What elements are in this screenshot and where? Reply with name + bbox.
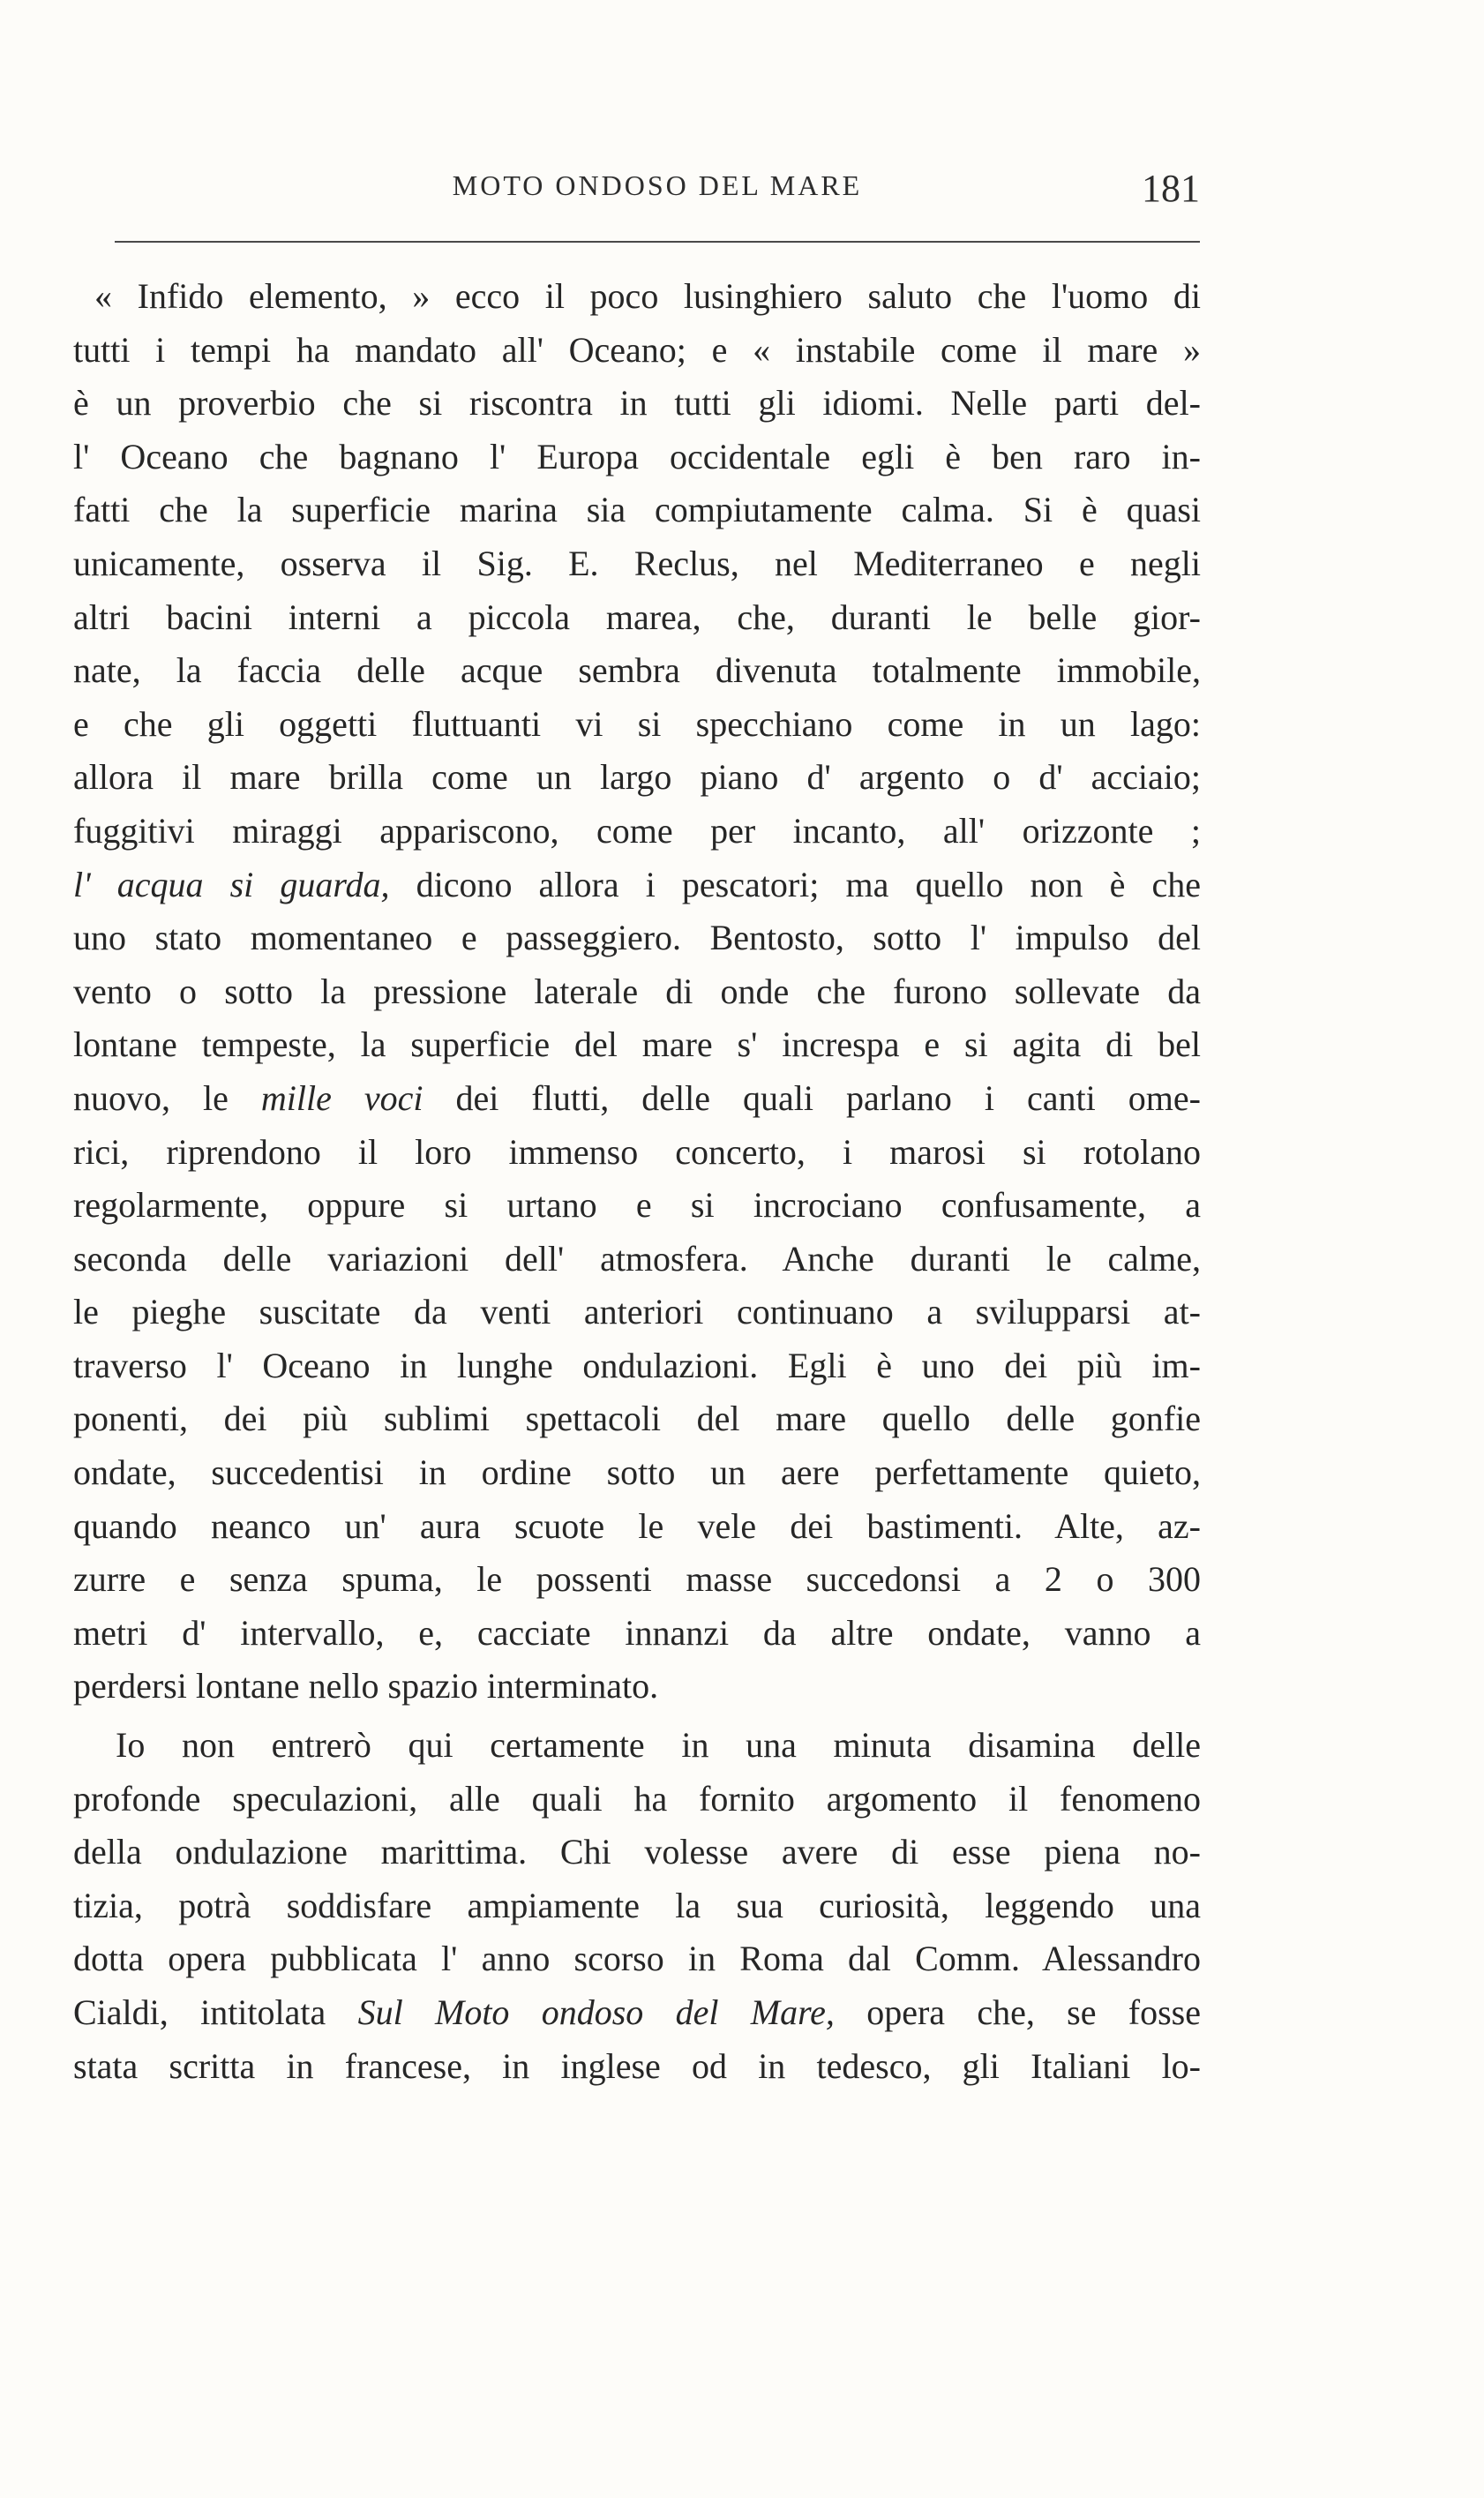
text-line: lontane tempeste, la superficie del mare s' increspa e si agita di bel — [73, 1024, 1201, 1065]
text-line: rici, riprendono il loro immenso concerto, i marosi si rotolano — [73, 1131, 1201, 1172]
text-line: è un proverbio che si riscontra in tutti gli idiomi. Nelle parti del- — [73, 383, 1201, 424]
text-line: dotta opera pubblicata l' anno scorso in Roma dal Comm. Alessandro — [73, 1939, 1201, 1979]
text-line: della ondulazione marittima. Chi volesse avere di esse piena no- — [73, 1832, 1201, 1872]
text-span: nuovo, le — [73, 1077, 261, 1118]
paragraph — [73, 1719, 1201, 2093]
body-text — [73, 270, 1201, 2093]
text-line: e che gli oggetti fluttuanti vi si specchiano come in un lago: — [73, 703, 1201, 744]
text-line: vento o sotto la pressione laterale di onde che furono sollevate da — [73, 971, 1201, 1011]
text-line: fatti che la superficie marina sia compiutamente calma. Si è quasi — [73, 490, 1201, 530]
text-line: perdersi lontane nello spazio interminato. — [73, 1666, 659, 1707]
text-line: fuggitivi miraggi appariscono, come per incanto, all' orizzonte ; — [73, 810, 1201, 851]
book-title: Sul Moto ondoso del Mare, — [357, 1992, 835, 2032]
text-line: allora il mare brilla come un largo piano d' argento o d' acciaio; — [73, 757, 1201, 798]
text-line: seconda delle variazioni dell' atmosfera. Anche duranti le calme, — [73, 1238, 1201, 1279]
text-span: opera che, se fosse — [834, 1992, 1201, 2032]
text-span: Cialdi, intitolata — [73, 1992, 358, 2032]
paragraph — [73, 270, 1201, 1714]
text-line: altri bacini interni a piccola marea, che, duranti le belle gior- — [73, 596, 1201, 637]
running-head — [115, 166, 1200, 219]
text-line — [73, 1072, 1201, 1126]
text-line — [73, 1986, 1201, 2040]
page-number: 181 — [1142, 167, 1200, 210]
text-line: nate, la faccia delle acque sembra divenuta totalmente immobile, — [73, 650, 1201, 691]
text-line: tizia, potrà soddisfare ampiamente la sua curiosità, leggendo una — [73, 1885, 1201, 1925]
header-rule — [115, 241, 1200, 243]
text-line: tutti i tempi ha mandato all' Oceano; e « instabile come il mare » — [73, 329, 1201, 370]
italic-phrase: mille voci — [260, 1077, 423, 1118]
text-line: regolarmente, oppure si urtano e si incrociano confusamente, a — [73, 1185, 1201, 1226]
text-line: stata scritta in francese, in inglese od in tedesco, gli Italiani lo- — [73, 2045, 1201, 2086]
text-span: dei flutti, delle quali parlano i canti ome- — [423, 1077, 1201, 1118]
text-line: metri d' intervallo, e, cacciate innanzi da altre ondate, vanno a — [73, 1612, 1201, 1653]
text-line: zurre e senza spuma, le possenti masse succedonsi a 2 o 300 — [73, 1559, 1201, 1600]
text-line: profonde speculazioni, alle quali ha fornito argomento il fenomeno — [73, 1778, 1201, 1819]
text-line: ondate, succedentisi in ordine sotto un aere perfettamente quieto, — [73, 1452, 1201, 1493]
text-line: l' Oceano che bagnano l' Europa occidentale egli è ben raro in- — [73, 436, 1201, 476]
text-line: traverso l' Oceano in lunghe ondulazioni. Egli è uno dei più im- — [73, 1345, 1201, 1385]
text-line: unicamente, osserva il Sig. E. Reclus, nel Mediterraneo e negli — [73, 543, 1201, 583]
text-line: Io non entrerò qui certamente in una minuta disamina delle — [116, 1725, 1201, 1766]
text-line: uno stato momentaneo e passeggiero. Bentosto, sotto l' impulso del — [73, 918, 1201, 958]
running-title: MOTO ONDOSO DEL MARE — [452, 169, 863, 201]
text-line: quando neanco un' aura scuote le vele dei bastimenti. Alte, az- — [73, 1505, 1201, 1546]
text-line: ponenti, dei più sublimi spettacoli del mare quello delle gonfie — [73, 1399, 1201, 1439]
text-span: dicono allora i pescatori; ma quello non è che — [389, 864, 1201, 904]
italic-phrase: l' acqua si guarda, — [73, 864, 390, 904]
text-line — [73, 859, 1201, 912]
text-line: le pieghe suscitate da venti anteriori continuano a svilupparsi at- — [73, 1292, 1201, 1332]
text-line: « Infido elemento, » ecco il poco lusinghiero saluto che l'uomo di — [94, 276, 1201, 316]
